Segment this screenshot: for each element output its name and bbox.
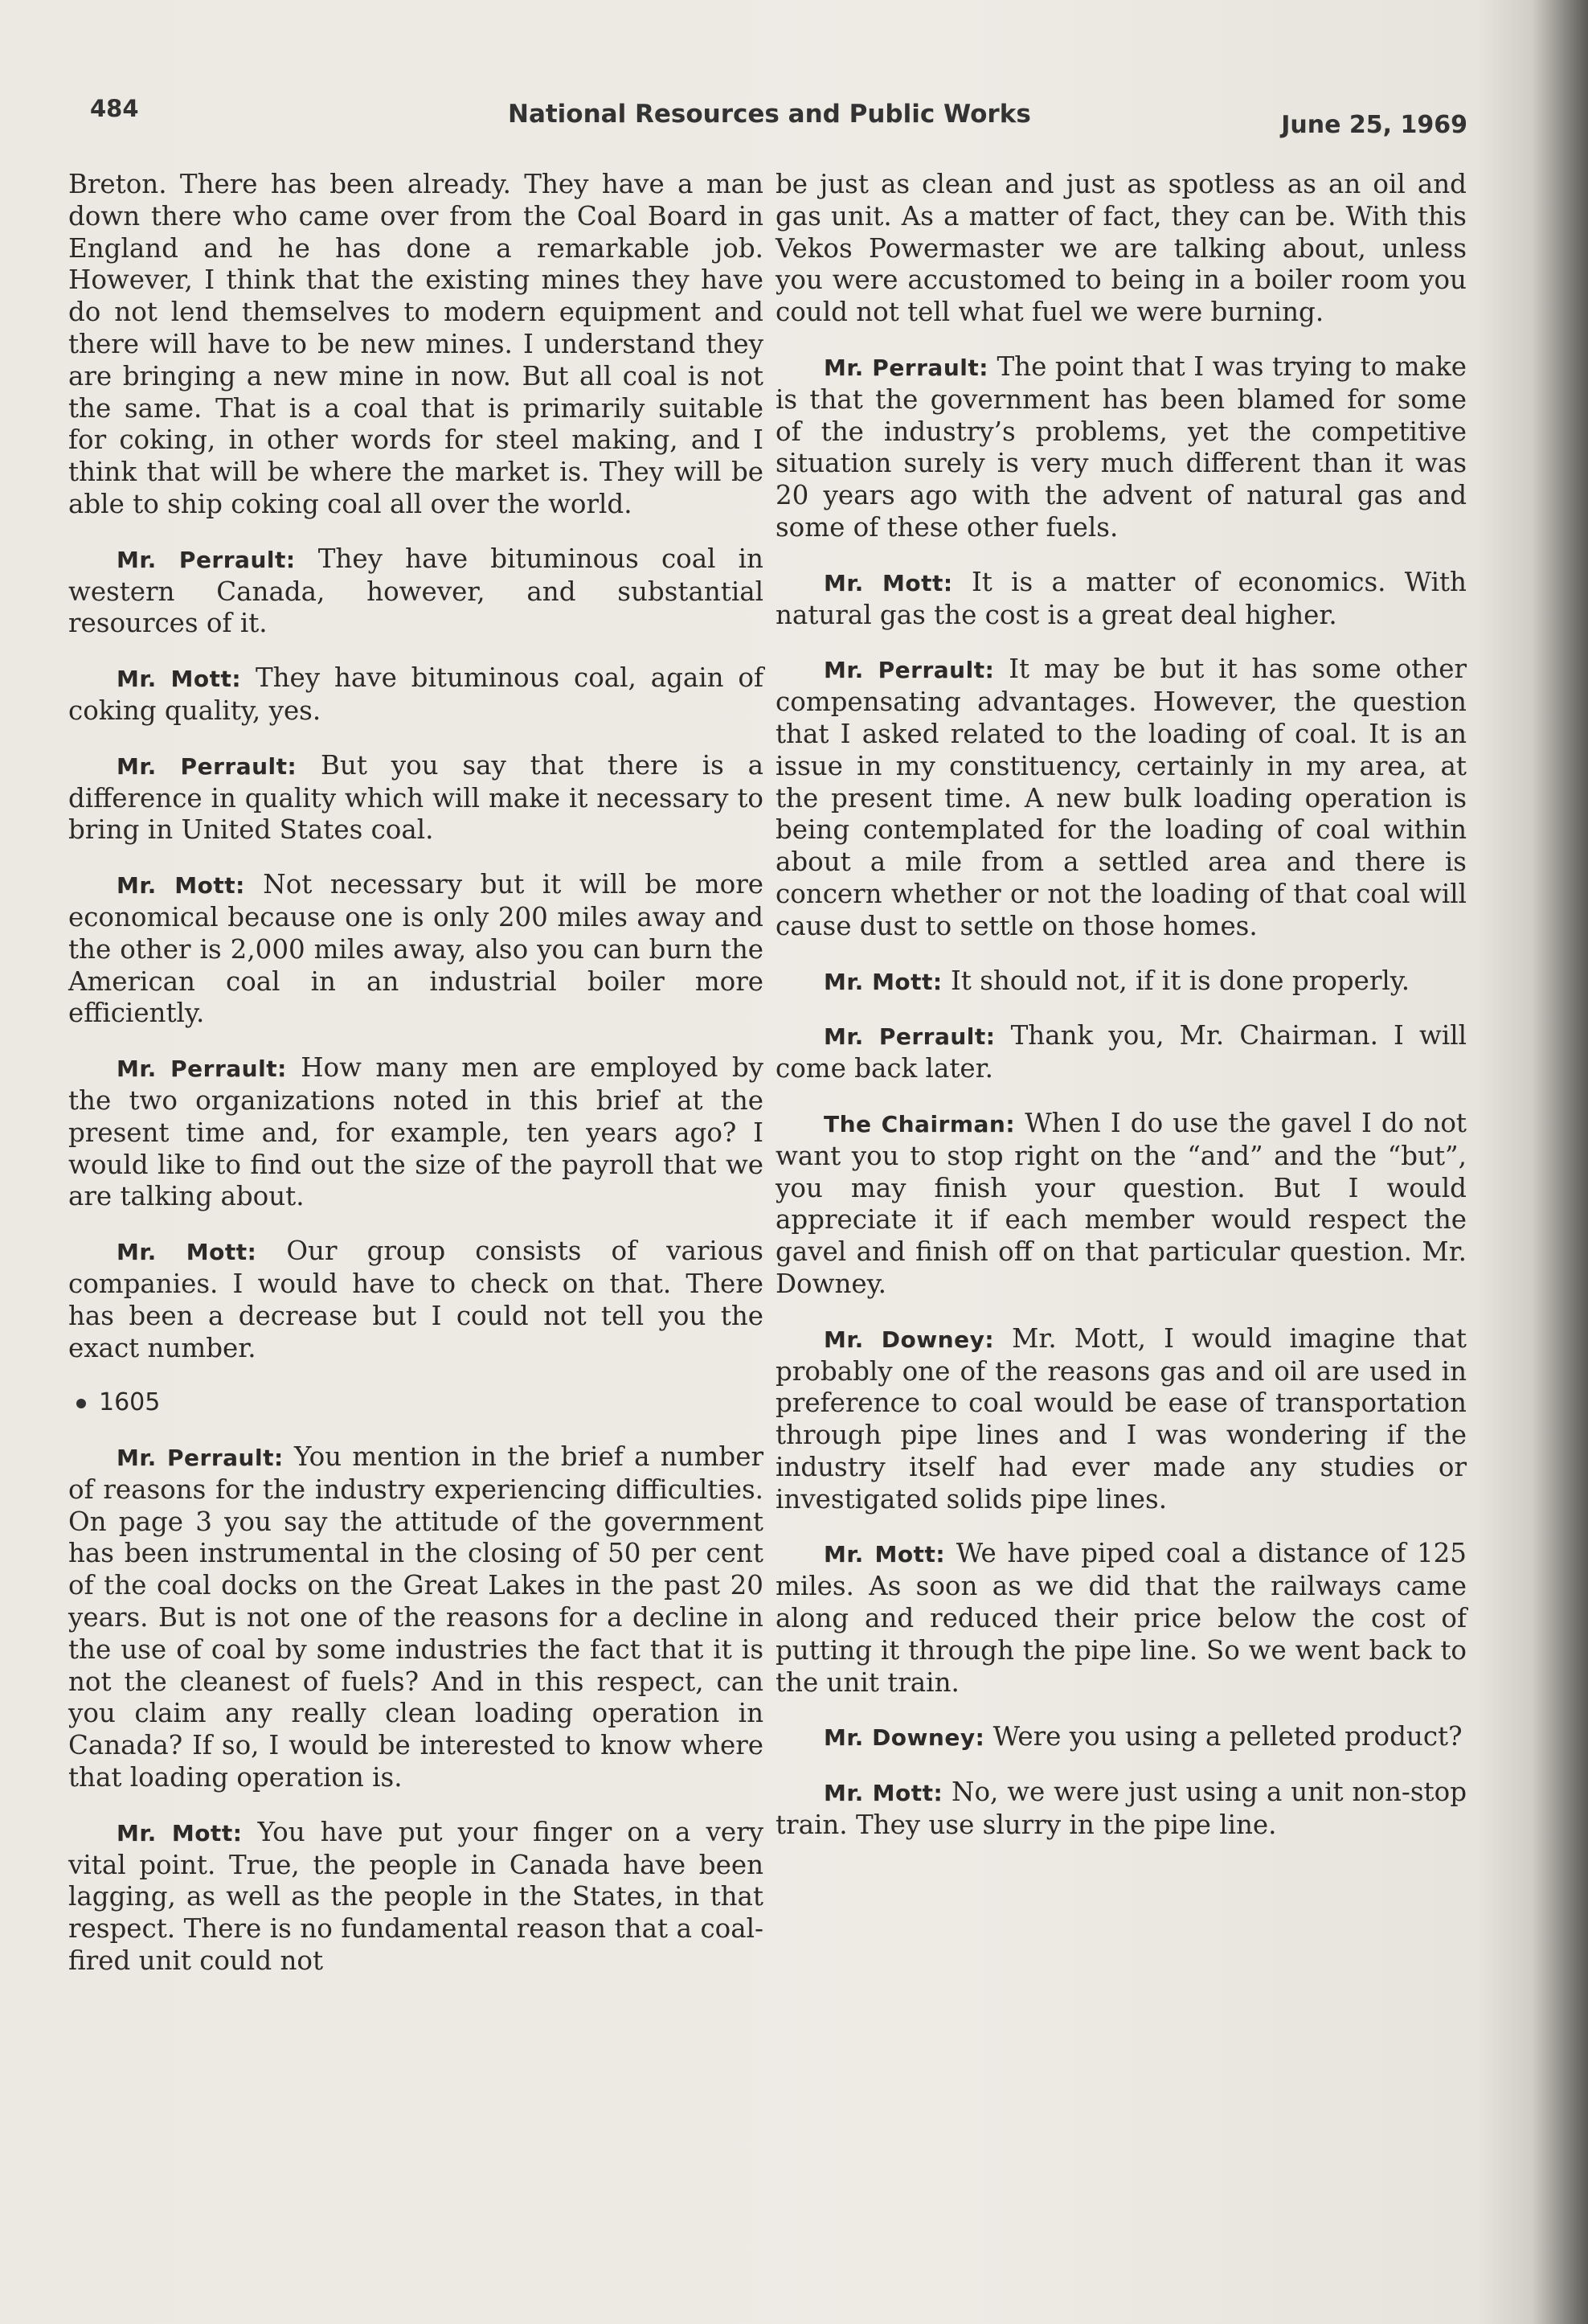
speaker-name: Mr. Mott:	[117, 666, 242, 693]
paragraph: be just as clean and just as spotless as an oil and gas unit. As a matter of fact, they can be. With this Vekos Powermaster we are talking about, unless you were accustomed to being in a boiler room you could not tell what fuel we were burning.	[776, 169, 1467, 328]
paragraph: Breton. There has been already. They have a man down there who came over from the Coal Board in England and he has done a remarkable job. However, I think that the existing mines they have do not lend themselves to modern equipment and there will have to be new mines. I understand they are bringing a new mine in now. But all coal is not the same. That is a coal that is primarily suitable for coking, in other words for steel making, and I think that will be where the market is. They will be able to ship coking coal all over the world.	[68, 169, 763, 519]
speech-text: The point that I was trying to make is that the government has been blamed for some of the industry’s problems, yet the competitive situation surely is very much different than it was 20 years ago with the advent of natural gas and some of these other fuels.	[776, 350, 1467, 543]
speech-text: No, we were just using a unit non-stop train. They use slurry in the pipe line.	[776, 1777, 1467, 1841]
paragraph	[776, 1323, 1467, 1516]
speaker-name: The Chairman:	[824, 1110, 1016, 1137]
page-header	[90, 95, 1467, 143]
paragraph	[68, 543, 763, 640]
paragraph	[776, 1020, 1467, 1085]
speech-text: They have bituminous coal in western Canada, however, and substantial resources of it.	[68, 543, 763, 639]
left-column	[68, 169, 763, 2000]
running-title: National Resources and Public Works	[508, 100, 1031, 129]
speaker-name: Mr. Perrault:	[117, 1055, 287, 1083]
speaker-name: Mr. Perrault:	[117, 752, 297, 780]
speaker-name: Mr. Mott:	[117, 872, 245, 900]
speech-text: Mr. Mott, I would imagine that probably one of the reasons gas and oil are used in preference to coal would be ease of transportation through pipe lines and I was wondering if the industry itself had ever made any studies or investigated solids pipe lines.	[776, 1322, 1467, 1514]
time-marker-text: 1605	[99, 1388, 161, 1417]
paragraph	[776, 567, 1467, 632]
paragraph	[68, 750, 763, 846]
speech-text: Not necessary but it will be more economical because one is only 200 miles away and the other is 2,000 miles away, also you can burn the American coal in an industrial boiler more efficiently.	[68, 869, 763, 1029]
paragraph	[776, 1721, 1467, 1754]
speech-text: You have put your finger on a very vital point. True, the people in Canada have been lagging, as well as the people in the States, in that respect. There is no fundamental reason that a coal-fired unit could not	[68, 1816, 763, 1977]
speaker-name: Mr. Downey:	[824, 1326, 995, 1353]
paragraph	[776, 1777, 1467, 1842]
speaker-name: Mr. Mott:	[824, 968, 943, 995]
paragraph	[68, 1236, 763, 1364]
paragraph	[776, 654, 1467, 942]
paragraph	[68, 1441, 763, 1794]
speaker-name: Mr. Mott:	[824, 1541, 946, 1568]
speech-text: How many men are employed by the two organizations noted in this brief at the present time and, for example, ten years ago? I would like to find out the size of the payroll that we are talking about.	[68, 1052, 763, 1212]
speech-text: It may be but it has some other compensating advantages. However, the question that I asked related to the loading of coal. It is an issue in my constituency, certainly in my area, at the present time. A new bulk loading operation is being contemplated for the loading of coal within about a mile from a settled area and there is concern whether or not the loading of that coal will cause dust to settle on those homes.	[776, 654, 1467, 941]
speaker-name: Mr. Perrault:	[824, 354, 988, 381]
speech-text: But you say that there is a difference in quality which will make it necessary to bring in United States coal.	[68, 749, 763, 846]
paragraph	[776, 1538, 1467, 1699]
paragraph	[776, 965, 1467, 998]
paragraph	[68, 1817, 763, 1978]
time-marker	[76, 1387, 763, 1419]
speech-text: Our group consists of various companies. I would have to check on that. There has been a decrease but I could not tell you the exact number.	[68, 1236, 763, 1363]
speaker-name: Mr. Mott:	[824, 1780, 943, 1807]
page-date: June 25, 1969	[1281, 111, 1467, 139]
speaker-name: Mr. Mott:	[117, 1819, 243, 1846]
speech-text: You mention in the brief a number of reasons for the industry experiencing difficulties. On page 3 you say the attitude of the government has been instrumental in the closing of 50 per cent of the coal docks on the Great Lakes in the past 20 years. But is not one of the reasons for a decline in the use of coal by some industries the fact that it is not the cleanest of fuels? And in this respect, can you claim any really clean loading operation in Canada? If so, I would be interested to know where that loading operation is.	[68, 1441, 763, 1793]
speech-text: They have bituminous coal, again of coking quality, yes.	[68, 662, 763, 726]
paragraph	[776, 1108, 1467, 1301]
paragraph	[776, 351, 1467, 544]
speech-text: Thank you, Mr. Chairman. I will come back later.	[776, 1020, 1467, 1084]
speaker-name: Mr. Mott:	[117, 1239, 257, 1266]
speaker-name: Mr. Perrault:	[824, 1023, 996, 1051]
paragraph	[68, 1052, 763, 1213]
bullet-icon	[76, 1399, 86, 1408]
speech-text: We have piped coal a distance of 125 miles. As soon as we did that the railways came along and reduced their price below the cost of putting it through the pipe line. So we went back to the unit train.	[776, 1538, 1467, 1698]
speaker-name: Mr. Perrault:	[824, 657, 995, 684]
paragraph	[68, 662, 763, 728]
speaker-name: Mr. Mott:	[824, 569, 953, 596]
speech-text: It should not, if it is done properly.	[942, 965, 1410, 996]
speaker-name: Mr. Perrault:	[117, 1445, 284, 1472]
speaker-name: Mr. Perrault:	[117, 546, 296, 573]
page-number: 484	[90, 95, 139, 122]
speech-text: It is a matter of economics. With natural gas the cost is a great deal higher.	[776, 566, 1467, 630]
speech-text: When I do use the gavel I do not want you to stop right on the “and” and the “but”, you may finish your question. But I would appreciate it if each member would respect the gavel and finish off on that particular question. Mr. Downey.	[776, 1107, 1467, 1299]
speech-text: Were you using a pelleted product?	[984, 1721, 1463, 1752]
paragraph	[68, 869, 763, 1030]
right-column	[776, 169, 1467, 1864]
speaker-name: Mr. Downey:	[824, 1724, 985, 1752]
